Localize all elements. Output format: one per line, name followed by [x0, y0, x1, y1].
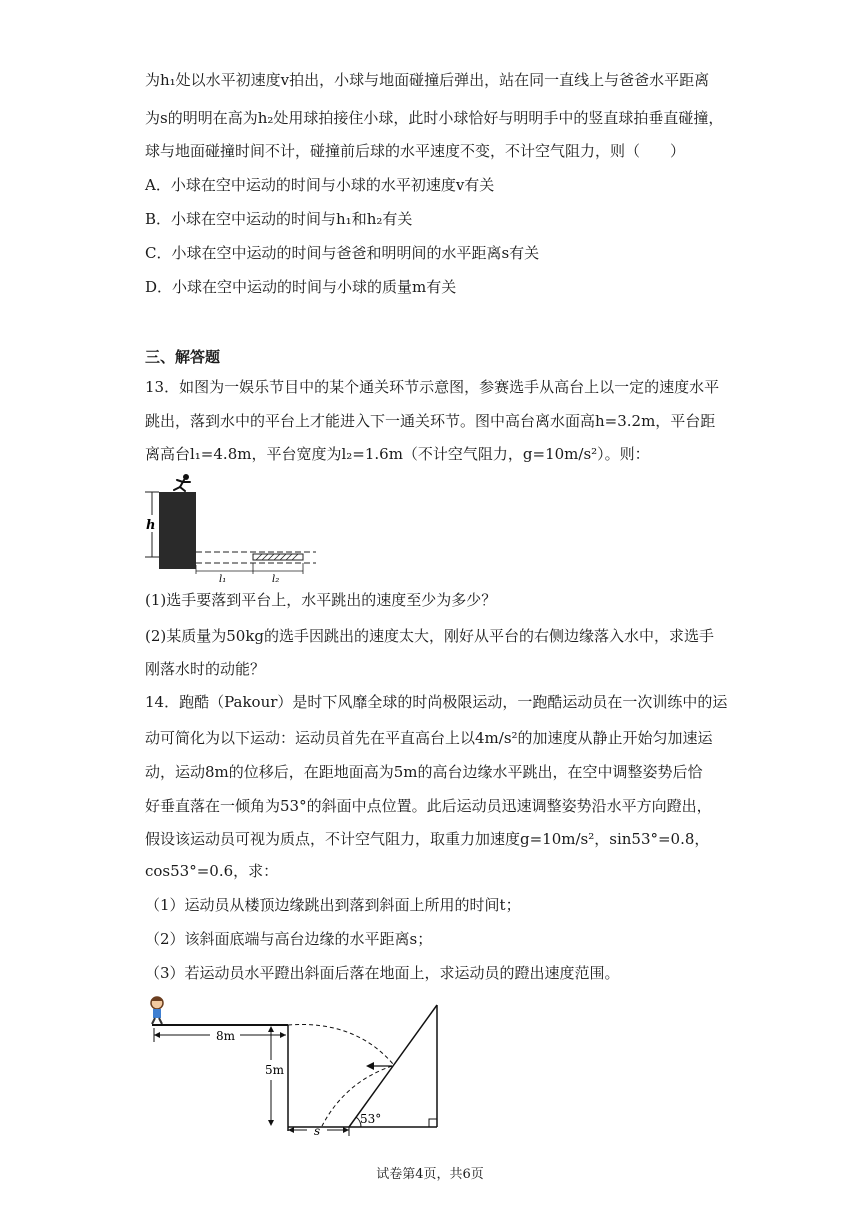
kick-direction-arrow: [366, 1062, 374, 1070]
q14-text-line-1: 14．跑酷（Pakour）是时下风靡全球的时尚极限运动，一跑酷运动员在一次训练中的运: [145, 693, 728, 711]
angle-label: 53°: [360, 1112, 382, 1126]
s-label: s: [314, 1124, 321, 1138]
s-arrow-right: [343, 1127, 349, 1133]
q14-text-line-3: 动，运动8m的位移后，在距地面高为5m的高台边缘水平跳出，在空中调整姿势后恰: [145, 763, 703, 781]
q13-sub-1: (1)选手要落到平台上，水平跳出的速度至少为多少？: [145, 591, 497, 609]
q13-text-line-2: 跳出，落到水中的平台上才能进入下一通关环节。图中高台离水面高h=3.2m，平台距: [145, 412, 716, 430]
q12-option-c: C．小球在空中运动的时间与爸爸和明明间的水平距离s有关: [145, 244, 540, 262]
dist-arrow-left: [154, 1032, 160, 1038]
q13-sub-2-line-2: 刚落水时的动能？: [145, 660, 266, 678]
q14-sub-3: （3）若运动员水平蹬出斜面后落在地面上，求运动员的蹬出速度范围。: [145, 964, 620, 982]
q12-text-line-3: 球与地面碰撞时间不计，碰撞前后球的水平速度不变，不计空气阻力，则（ ）: [145, 142, 686, 160]
jump-trajectory: [288, 1024, 393, 1064]
q14-text-line-6: cos53°=0.6，求：: [145, 862, 279, 880]
q12-text-line-2: 为s的明明在高为h₂处用球拍接住小球，此时小球恰好与明明手中的竖直球拍垂直碰撞，: [145, 109, 724, 127]
page-footer: 试卷第4页，共6页: [376, 1167, 484, 1182]
q14-sub-2: （2）该斜面底端与高台边缘的水平距离s；: [145, 930, 433, 948]
q12-text-line-1: 为h₁处以水平初速度v拍出，小球与地面碰撞后弹出，站在同一直线上与爸爸水平距离: [145, 71, 710, 89]
q14-text-line-2: 动可简化为以下运动：运动员首先在平直高台上以4m/s²的加速度从静止开始匀加速运: [145, 729, 713, 747]
q12-option-d: D．小球在空中运动的时间与小球的质量m有关: [145, 278, 457, 296]
high-platform: [159, 492, 196, 569]
q14-text-line-5: 假设该运动员可视为质点，不计空气阻力，取重力加速度g=10m/s²，sin53°=0.8，: [145, 830, 710, 848]
q13-text-line-3: 离高台l₁=4.8m，平台宽度为l₂=1.6m（不计空气阻力，g=10m/s²）。则：: [145, 445, 650, 463]
section-heading: 三、解答题: [145, 348, 221, 366]
q14-text-line-4: 好垂直落在一倾角为53°的斜面中点位置。此后运动员迅速调整姿势沿水平方向蹬出，: [145, 797, 712, 815]
q13-sub-2-line-1: (2)某质量为50kg的选手因跳出的速度太大，刚好从平台的右侧边缘落入水中，求选手: [145, 627, 715, 645]
height-arrow-top: [268, 1026, 274, 1032]
q12-option-b: B．小球在空中运动的时间与h₁和h₂有关: [145, 210, 413, 228]
q12-option-a: A．小球在空中运动的时间与小球的水平初速度v有关: [145, 176, 495, 194]
q13-figure: [140, 470, 330, 586]
h-label: h: [146, 518, 156, 533]
right-angle-mark: [429, 1119, 437, 1127]
height-arrow-bottom: [268, 1120, 274, 1126]
l2-label: l₂: [272, 574, 280, 585]
runner-icon: [174, 474, 190, 491]
runner-icon: [151, 997, 163, 1024]
incline: [349, 1005, 437, 1127]
height-label: 5m: [265, 1063, 285, 1077]
q13-text-line-1: 13．如图为一娱乐节目中的某个通关环节示意图，参赛选手从高台上以一定的速度水平: [145, 378, 720, 396]
q14-sub-1: （1）运动员从楼顶边缘跳出到落到斜面上所用的时间t；: [145, 896, 521, 914]
q14-figure: [140, 992, 460, 1140]
l1-label: l₁: [219, 574, 227, 585]
dist-arrow-right: [280, 1032, 286, 1038]
s-arrow-left: [288, 1127, 294, 1133]
dist-label: 8m: [216, 1029, 236, 1043]
